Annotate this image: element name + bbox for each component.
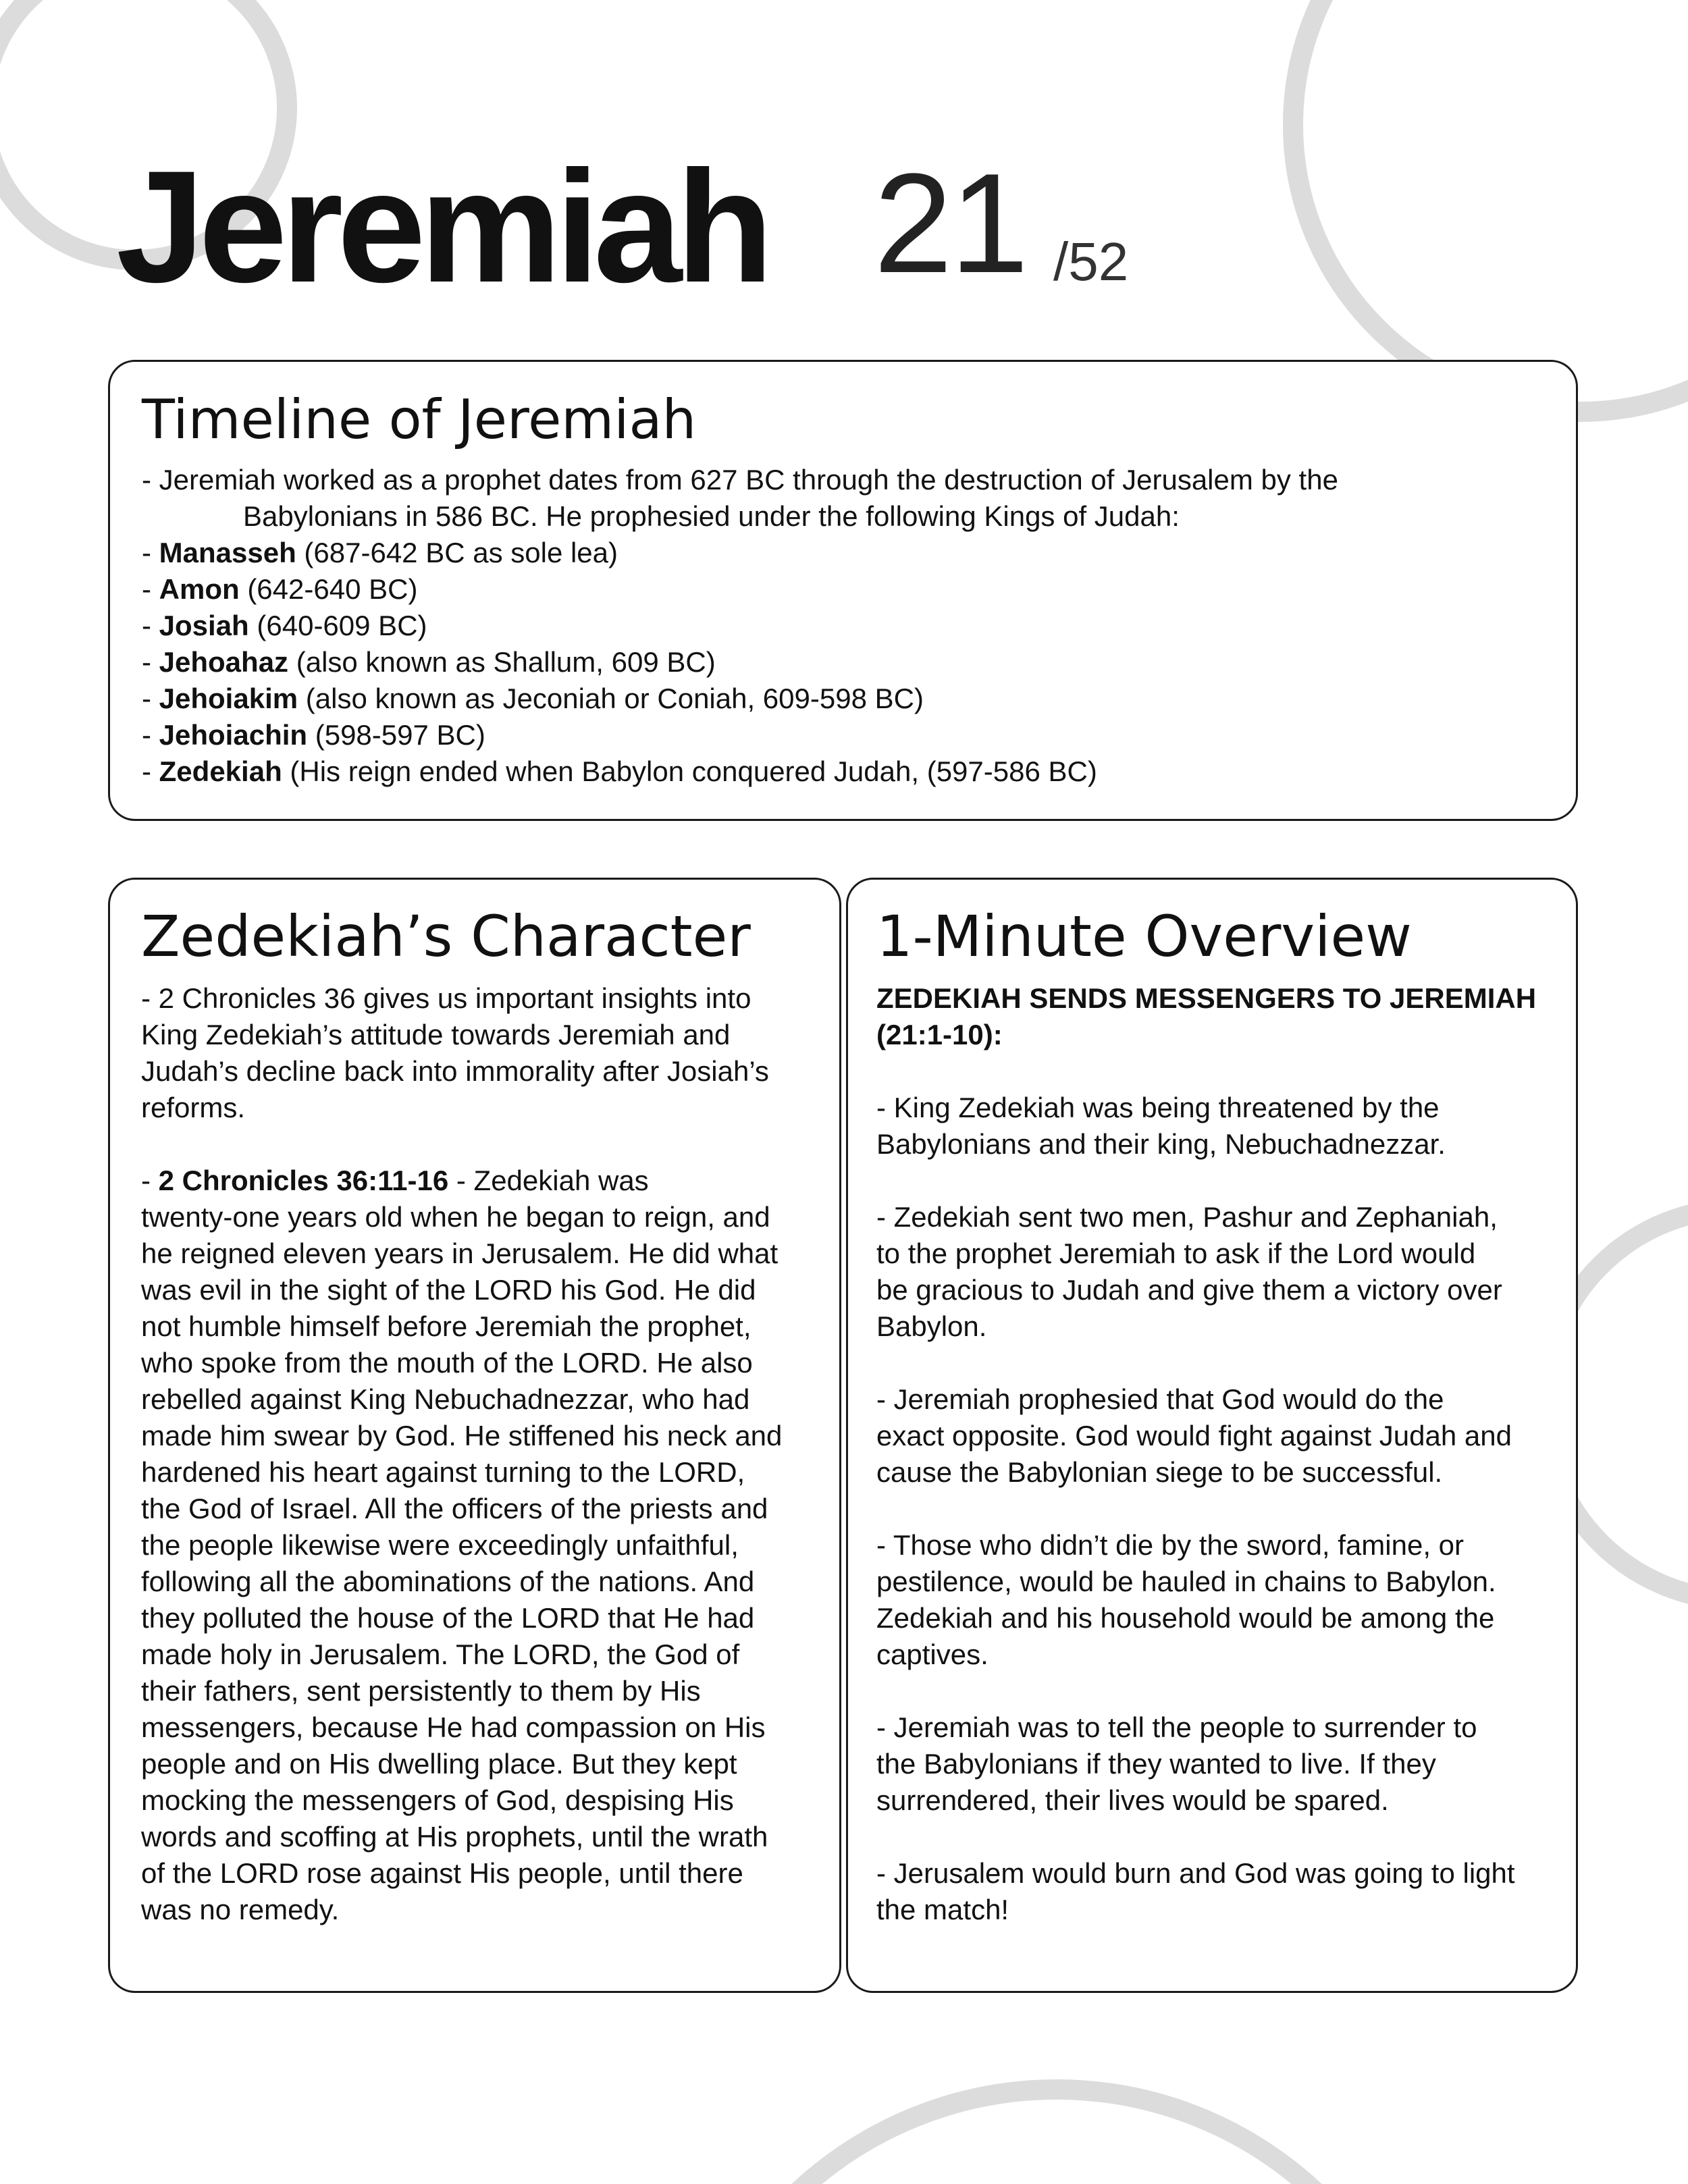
overview-body (876, 980, 1560, 1928)
king-name: Amon (159, 573, 240, 605)
king-name: Jehoahaz (159, 646, 289, 678)
timeline-list (142, 462, 1548, 790)
character-intro-paragraph: - 2 Chronicles 36 gives us important insights into King Zedekiah’s attitude towards Jeremiah and Judah’s decline back into immorality after Josiah’s reforms. (141, 982, 769, 1124)
title-book: Jeremiah (116, 138, 768, 316)
timeline-heading: Timeline of Jeremiah (142, 388, 697, 451)
king-name: Josiah (159, 610, 249, 641)
overview-point: - Jeremiah prophesied that God would do the exact opposite. God would fight against Judah and cause the Babylonian siege to be successful. (876, 1383, 1512, 1489)
king-detail: (640-609 BC) (248, 610, 427, 641)
king-name: Jehoiakim (159, 683, 298, 714)
king-item: - Josiah (640-609 BC) (142, 610, 427, 641)
ring-bottom-center (679, 2089, 1435, 2184)
title-total-chapters: /52 (1053, 232, 1129, 292)
king-name: Jehoiachin (159, 719, 308, 751)
timeline-intro-line: - Jeremiah worked as a prophet dates from 627 BC through the destruction of Jerusalem by the (142, 464, 1338, 496)
king-name: Zedekiah (159, 755, 282, 787)
character-body (141, 980, 823, 1928)
overview-point: - Jerusalem would burn and God was going to light the match! (876, 1857, 1515, 1926)
king-detail: (His reign ended when Babylon conquered Judah, (597-586 BC) (282, 755, 1097, 787)
king-item: - Jehoiachin (598-597 BC) (142, 719, 485, 751)
king-detail: (687-642 BC as sole lea) (296, 537, 618, 568)
king-detail: (598-597 BC) (307, 719, 485, 751)
king-item: - Jehoiakim (also known as Jeconiah or Coniah, 609-598 BC) (142, 683, 924, 714)
overview-point: - Those who didn’t die by the sword, famine, or pestilence, would be hauled in chains to Babylon. Zedekiah and his household would be among the captives. (876, 1529, 1496, 1671)
title-chapter: 21 (874, 144, 1026, 302)
overview-box (846, 878, 1578, 1993)
character-heading: Zedekiah’s Character (141, 903, 751, 969)
overview-point: - Zedekiah sent two men, Pashur and Zephaniah, to the prophet Jeremiah to ask if the Lord would be gracious to Judah and give them a victory over Babylon. (876, 1201, 1502, 1343)
king-item: - Jehoahaz (also known as Shallum, 609 BC) (142, 646, 716, 678)
king-detail: (also known as Jeconiah or Coniah, 609-598 BC) (298, 683, 924, 714)
king-item: - Zedekiah (His reign ended when Babylon conquered Judah, (597-586 BC) (142, 755, 1097, 787)
timeline-box (108, 360, 1578, 821)
overview-point: - King Zedekiah was being threatened by the Babylonians and their king, Nebuchadnezzar. (876, 1092, 1446, 1161)
king-detail: (642-640 BC) (239, 573, 418, 605)
king-detail: (also known as Shallum, 609 BC) (288, 646, 716, 678)
timeline-intro-line: Babylonians in 586 BC. He prophesied under the following Kings of Judah: (243, 500, 1180, 532)
overview-subheading: ZEDEKIAH SENDS MESSENGERS TO JEREMIAH (21:1-10): (876, 982, 1537, 1051)
overview-point: - Jeremiah was to tell the people to surrender to the Babylonians if they wanted to live. If they surrendered, their lives would be spared. (876, 1711, 1477, 1817)
scripture-reference: 2 Chronicles 36:11-16 (158, 1165, 449, 1197)
character-scripture-paragraph: - 2 Chronicles 36:11-16 - Zedekiah was twenty-one years old when he began to reign, and he reigned eleven years in Jerusalem. He did what was evil in the sight of the LORD his God. He did not humble himself before Jeremiah the prophet, who spoke from the mouth of the LORD. He also rebelled against King Nebuchadnezzar, who had made him swear by God. He stiffened his neck and hardened his heart against turning to the LORD, the God of Israel. All the officers of the priests and the people likewise were exceedingly unfaithful, following all the abominations of the nations. And they polluted the house of the LORD that He had made holy in Jerusalem. The LORD, the God of their fathers, sent persistently to them by His messengers, because He had compassion on His people and on His dwelling place. But they kept mocking the messengers of God, despising His words and scoffing at His prophets, until the wrath of the LORD rose against His people, until there was no remedy. (141, 1165, 783, 1926)
overview-heading: 1-Minute Overview (876, 903, 1412, 969)
character-box (108, 878, 841, 1993)
king-item: - Amon (642-640 BC) (142, 573, 418, 605)
ring-top-right (1293, 0, 1688, 412)
king-item: - Manasseh (687-642 BC as sole lea) (142, 537, 618, 568)
king-name: Manasseh (159, 537, 296, 568)
